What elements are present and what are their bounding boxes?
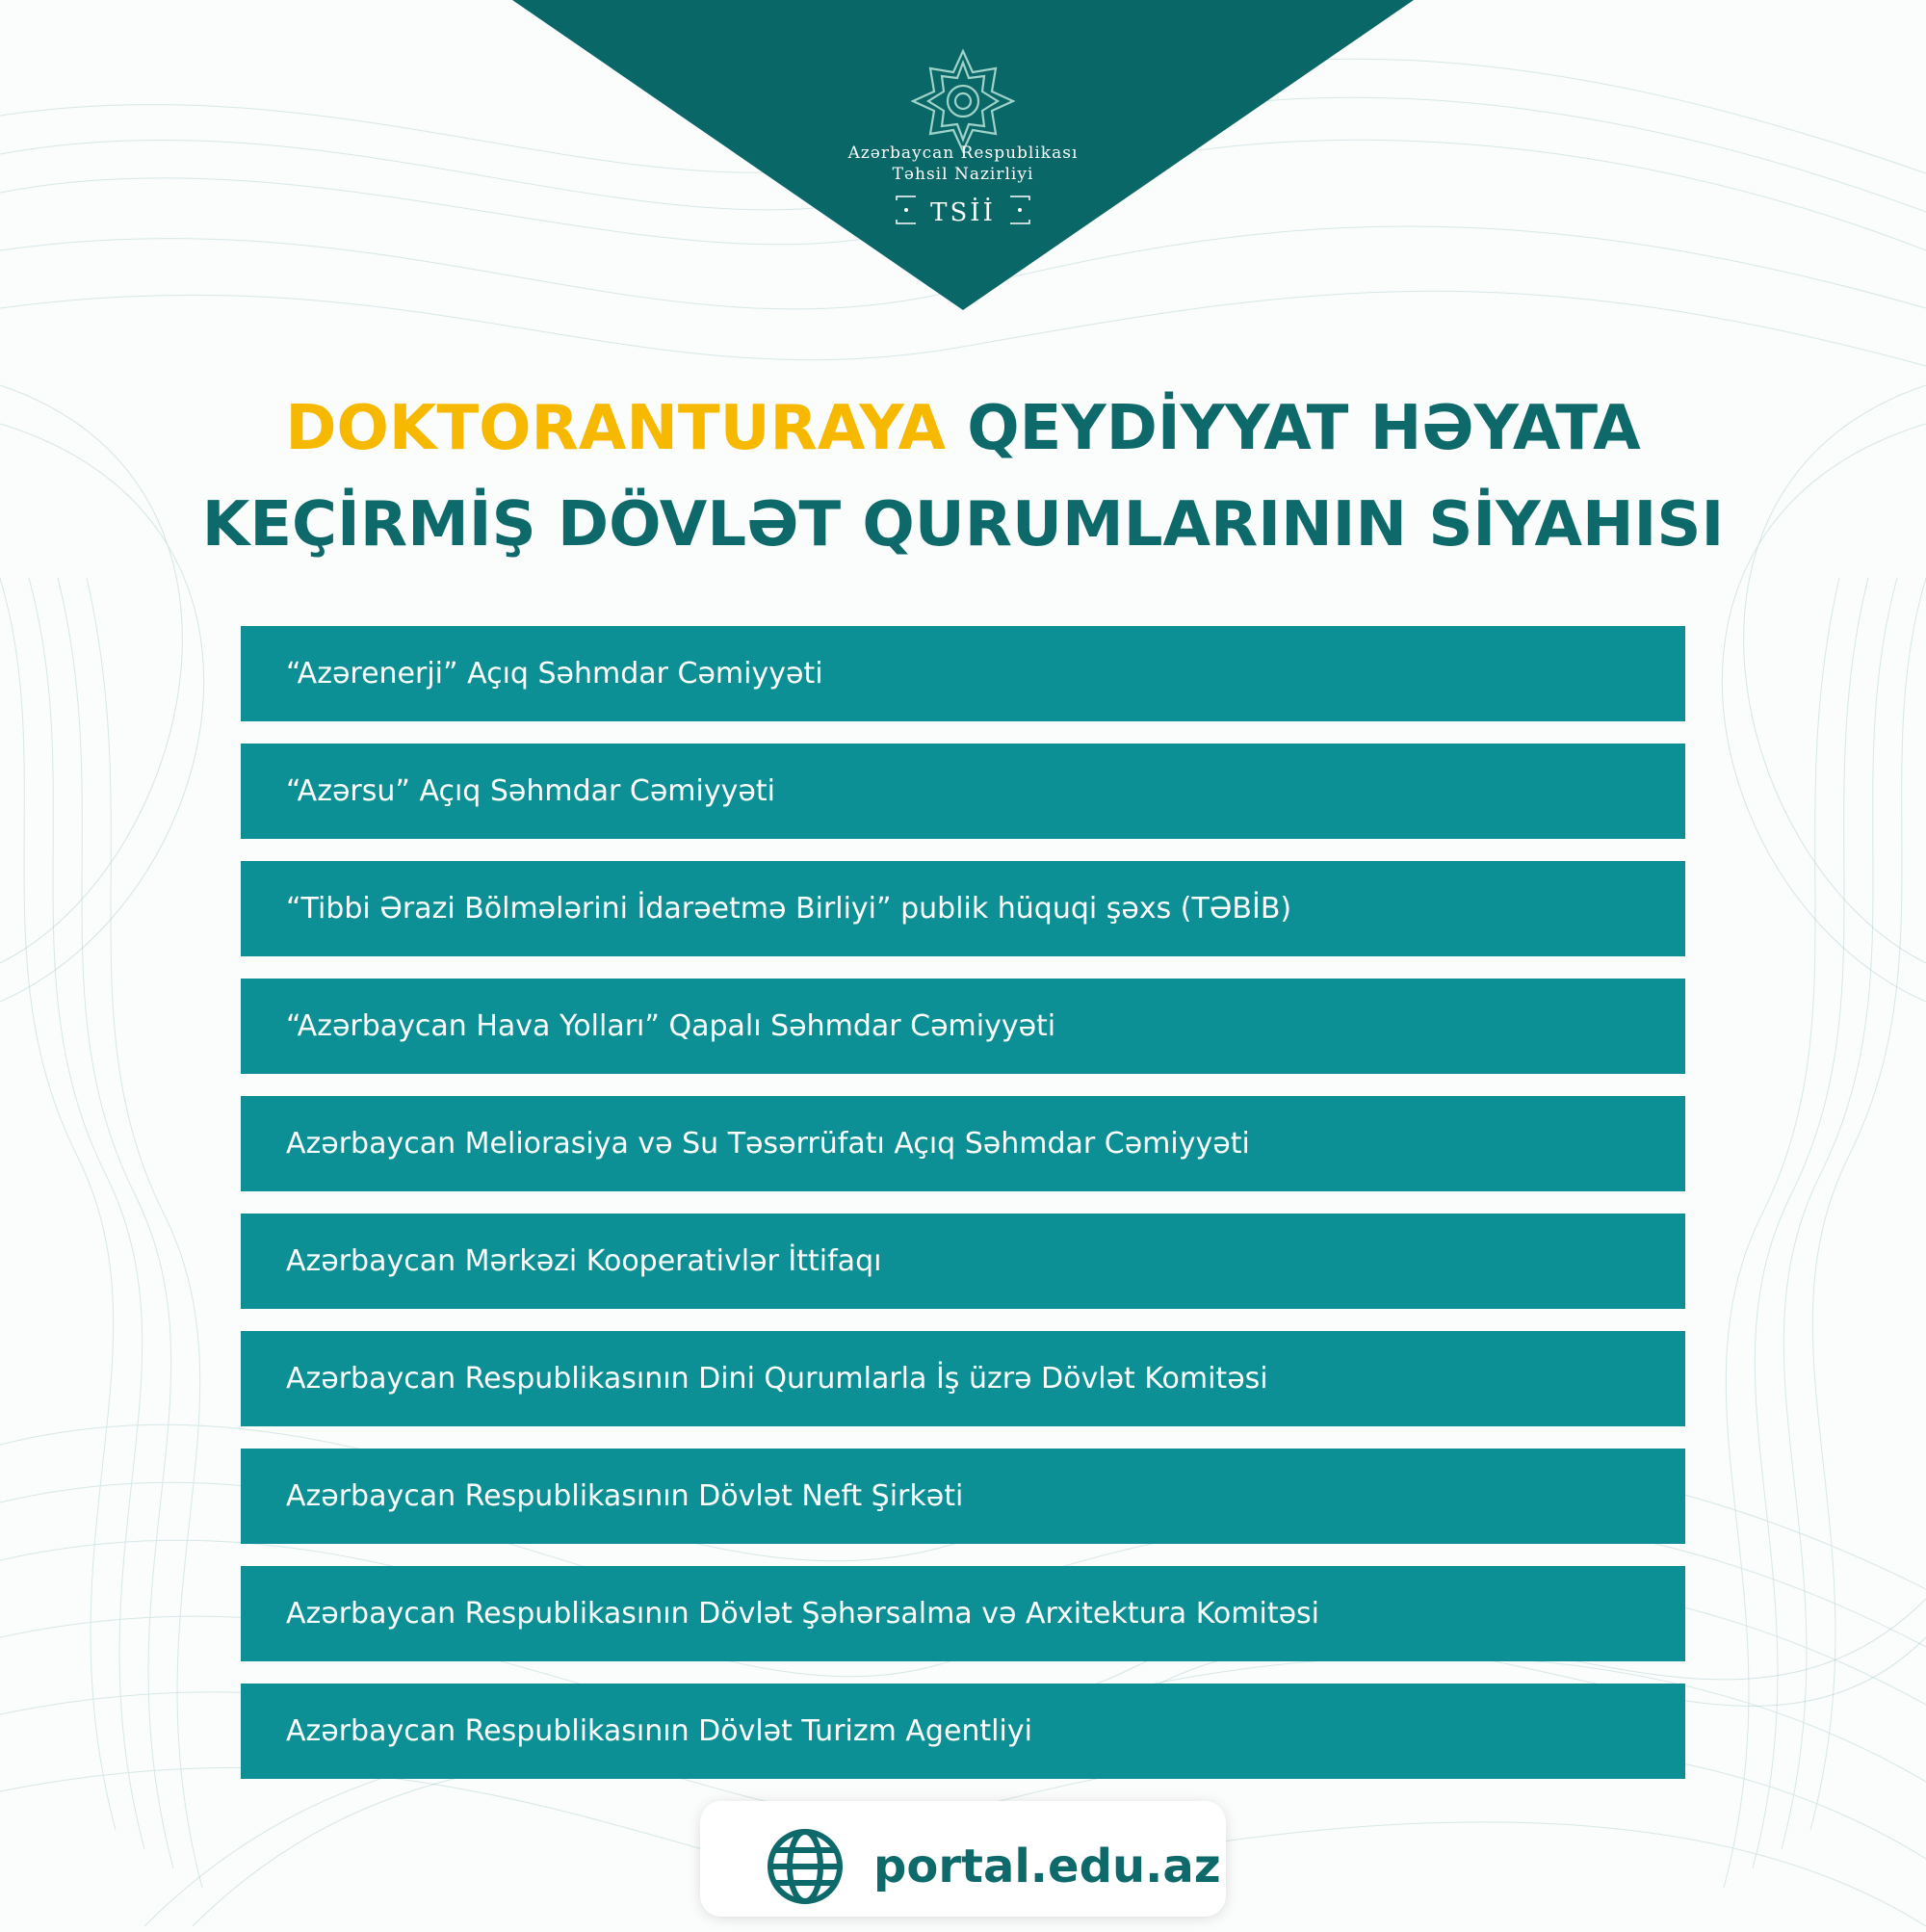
institute-abbreviation: TSİİ — [930, 198, 996, 227]
list-item: Azərbaycan Respublikasının Dövlət Neft Şirkəti — [241, 1449, 1685, 1544]
list-item: “Azərsu” Açıq Səhmdar Cəmiyyəti — [241, 744, 1685, 839]
title-line-2: KEÇİRMİŞ DÖVLƏT QURUMLARININ SİYAHISI — [201, 489, 1725, 561]
organizations-list — [241, 626, 1685, 1801]
title-line-1 — [0, 380, 1926, 477]
list-item: “Azərbaycan Hava Yolları” Qapalı Səhmdar Cəmiyyəti — [241, 979, 1685, 1074]
globe-icon — [766, 1827, 845, 1906]
portal-url[interactable]: portal.edu.az — [873, 1840, 1221, 1893]
abbreviation-frame — [893, 193, 1033, 227]
title-line-1-rest: QEYDİYYAT HƏYATA — [967, 393, 1641, 464]
list-item: Azərbaycan Mərkəzi Kooperativlər İttifaqı — [241, 1214, 1685, 1309]
list-item: Azərbaycan Respublikasının Dövlət Turizm Agentliyi — [241, 1684, 1685, 1779]
page-title — [0, 380, 1926, 573]
ministry-emblem-icon — [905, 43, 1021, 159]
list-item: “Tibbi Ərazi Bölmələrini İdarəetmə Birliyi” publik hüquqi şəxs (TƏBİB) — [241, 861, 1685, 956]
list-item: Azərbaycan Respublikasının Dini Qurumlarla İş üzrə Dövlət Komitəsi — [241, 1331, 1685, 1426]
list-item: “Azərenerji” Açıq Səhmdar Cəmiyyəti — [241, 626, 1685, 721]
ministry-line-2: Təhsil Nazirliyi — [892, 165, 1034, 184]
list-item: Azərbaycan Respublikasının Dövlət Şəhərsalma və Arxitektura Komitəsi — [241, 1566, 1685, 1661]
title-highlight: DOKTORANTURAYA — [285, 393, 946, 464]
portal-link[interactable] — [700, 1801, 1226, 1917]
ministry-line-1: Azərbaycan Respublikası — [847, 144, 1079, 163]
list-item: Azərbaycan Meliorasiya və Su Təsərrüfatı Açıq Səhmdar Cəmiyyəti — [241, 1096, 1685, 1191]
